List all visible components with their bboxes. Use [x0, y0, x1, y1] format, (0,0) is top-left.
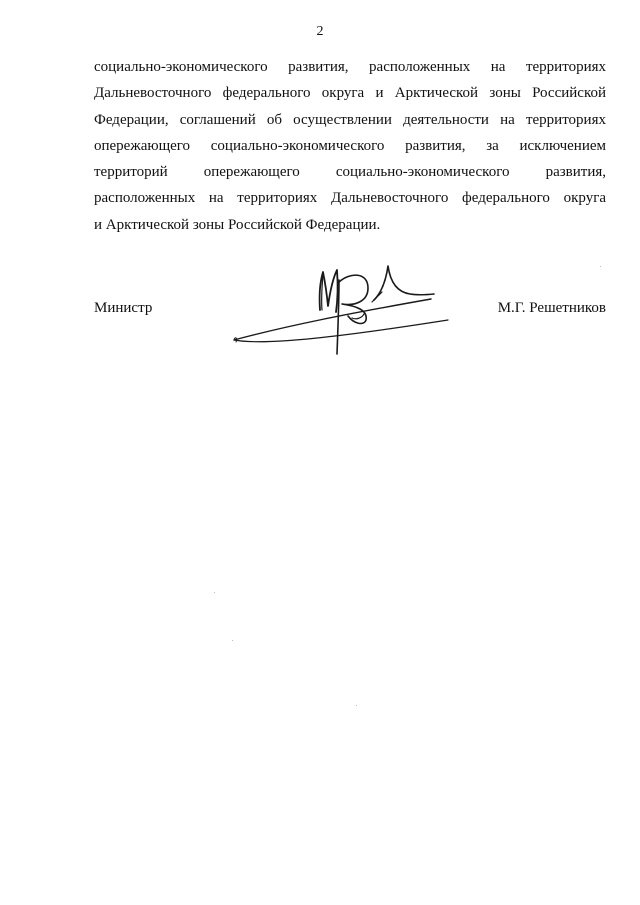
- scan-speck: [600, 266, 601, 267]
- body-line: Дальневосточного федерального округа и Арктической зоны Российской: [94, 85, 606, 102]
- body-line: опережающего социально-экономического развития, за исключением: [94, 137, 606, 154]
- body-paragraph: [94, 54, 606, 238]
- handwritten-signature: [226, 262, 456, 357]
- scan-speck: [214, 592, 215, 593]
- body-line: и Арктической зоны Российской Федерации.: [94, 216, 381, 233]
- scan-speck: [232, 640, 233, 641]
- page-number: 2: [316, 24, 324, 39]
- signer-title: Министр: [94, 300, 153, 316]
- body-line: Федерации, соглашений об осуществлении деятельности на территориях: [94, 111, 606, 128]
- body-line: территорий опережающего социально-экономического развития,: [94, 164, 606, 181]
- signer-name: М.Г. Решетников: [497, 300, 606, 316]
- body-line: социально-экономического развития, расположенных на территориях: [94, 59, 606, 75]
- scan-speck: [356, 705, 357, 706]
- body-line: расположенных на территориях Дальневосточного федерального округа: [94, 190, 606, 207]
